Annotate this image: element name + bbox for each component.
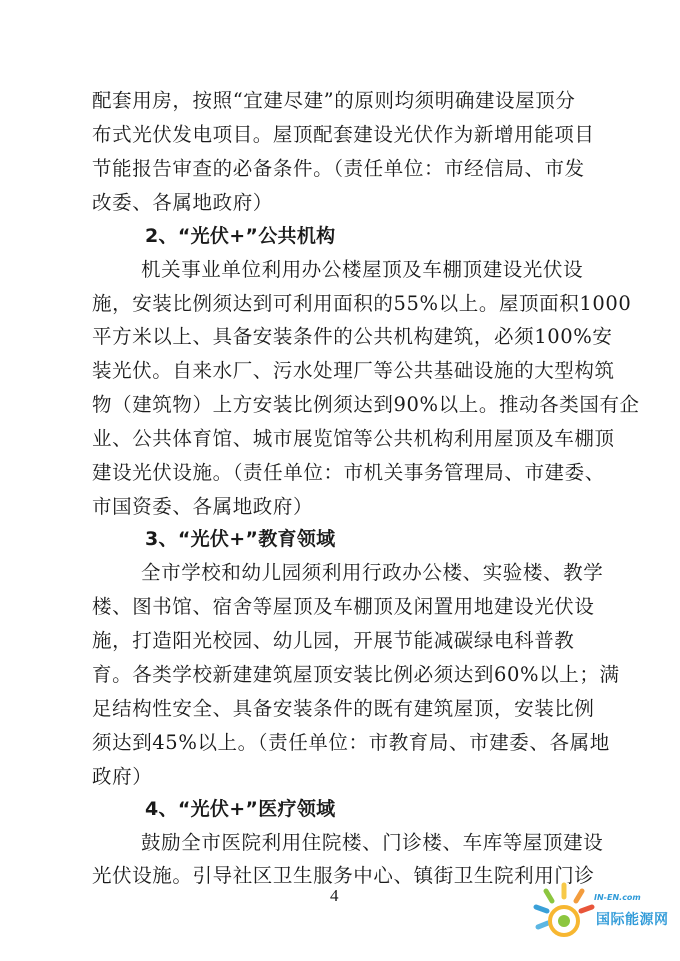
section-heading: 3、“光伏+”教育领域 <box>145 528 336 550</box>
body-text-line: 建设光伏设施。（责任单位：市机关事务管理局、市建委、 <box>92 461 605 484</box>
body-text-line: 足结构性安全、具备安装条件的既有建筑屋顶，安装比例 <box>92 697 595 720</box>
body-text-line: 鼓励全市医院利用住院楼、门诊楼、车库等屋顶建设 <box>141 831 604 854</box>
watermark-logo <box>524 875 674 955</box>
page-number: 4 <box>330 886 339 905</box>
body-text-line: 平方米以上、具备安装条件的公共机构建筑，必须100%安 <box>92 325 613 348</box>
body-text-line: 政府） <box>92 765 153 788</box>
body-text-line: 全市学校和幼儿园须利用行政办公楼、实验楼、教学 <box>141 561 604 584</box>
watermark-name: 国际能源网 <box>596 912 669 928</box>
body-text-line: 施，打造阳光校园、幼儿园，开展节能减碳绿电科普教 <box>92 629 575 652</box>
section-heading: 4、“光伏+”医疗领域 <box>145 798 336 820</box>
section-heading: 2、“光伏+”公共机构 <box>145 225 336 247</box>
body-text-line: 布式光伏发电项目。屋顶配套建设光伏作为新增用能项目 <box>92 123 595 146</box>
body-text-line: 光伏设施。引导社区卫生服务中心、镇街卫生院利用门诊 <box>92 864 595 887</box>
body-text-line: 改委、各属地政府） <box>92 191 273 214</box>
body-text-line: 市国资委、各属地政府） <box>92 495 314 518</box>
body-text-line: 物（建筑物）上方安装比例须达到90%以上。推动各类国有企 <box>92 393 640 416</box>
body-text-line: 节能报告审查的必备条件。（责任单位：市经信局、市发 <box>92 157 585 180</box>
body-text-line: 施，安装比例须达到可利用面积的55%以上。屋顶面积1000 <box>92 292 632 315</box>
sun-logo-icon <box>524 875 604 955</box>
watermark-domain: IN-EN.com <box>594 893 641 902</box>
body-text-line: 楼、图书馆、宿舍等屋顶及车棚顶及闲置用地建设光伏设 <box>92 595 595 618</box>
body-text-line: 业、公共体育馆、城市展览馆等公共机构利用屋顶及车棚顶 <box>92 427 615 450</box>
body-text-line: 配套用房，按照“宜建尽建”的原则均须明确建设屋顶分 <box>92 89 576 112</box>
body-text-line: 机关事业单位利用办公楼屋顶及车棚顶建设光伏设 <box>141 258 584 281</box>
body-text-line: 育。各类学校新建建筑屋顶安装比例必须达到60%以上；满 <box>92 663 620 686</box>
body-text-line: 须达到45%以上。（责任单位：市教育局、市建委、各属地 <box>92 731 610 754</box>
body-text-line: 装光伏。自来水厂、污水处理厂等公共基础设施的大型构筑 <box>92 359 615 382</box>
